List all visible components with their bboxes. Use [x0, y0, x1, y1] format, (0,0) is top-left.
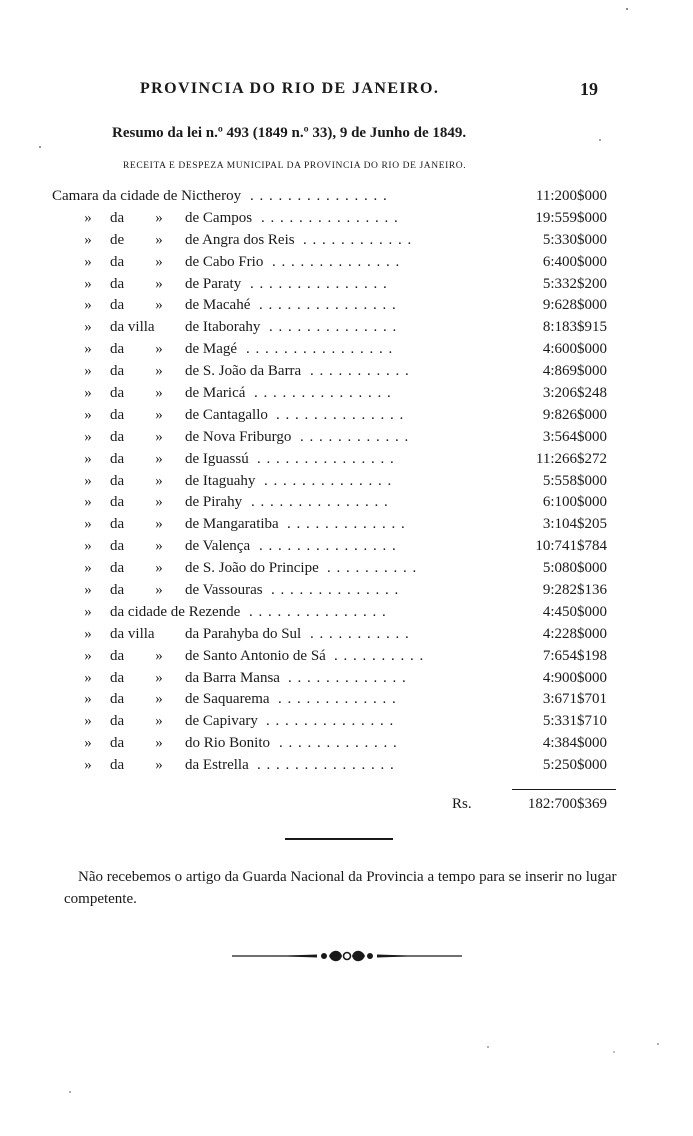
row-place: de Cabo Frio [185, 253, 264, 270]
row-place: de Iguassú [185, 450, 249, 467]
row-article: da [110, 472, 125, 489]
leader-dots: . . . . . . . . . . . . . . [269, 319, 397, 336]
leader-dots: . . . . . . . . . . . . . . . [254, 385, 391, 402]
leader-dots: . . . . . . . . . . . . . . . [259, 538, 396, 555]
row-article: da [110, 385, 125, 402]
leader-dots: . . . . . . . . . . . . . . . . [246, 341, 393, 358]
total-label: Rs. [452, 796, 472, 812]
ditto-mark: » [155, 406, 163, 423]
row-amount: 7:654$198 [542, 647, 607, 664]
row-amount: 3:671$701 [542, 691, 607, 708]
row-article: da [110, 735, 125, 752]
row-amount: 3:564$000 [542, 428, 607, 445]
ditto-marker: » [84, 297, 92, 314]
leader-dots: . . . . . . . . . . . . . . [271, 582, 399, 599]
row-amount: 5:080$000 [542, 560, 607, 577]
leader-dots: . . . . . . . . . . . [310, 363, 409, 380]
row-place: de Vassouras [185, 582, 263, 599]
row-amount: 4:228$000 [542, 625, 607, 642]
row-amount: 9:628$000 [542, 297, 607, 314]
leader-dots: . . . . . . . . . . . . . . [266, 713, 394, 730]
leader-dots: . . . . . . . . . . . . . [288, 669, 406, 686]
leader-dots: . . . . . . . . . . . . . [287, 516, 405, 533]
row-place: de Saquarema [185, 691, 270, 708]
row-place: de S. João do Principe [185, 560, 319, 577]
row-article: da [110, 341, 125, 358]
ditto-mark: » [155, 713, 163, 730]
ditto-marker: » [84, 341, 92, 358]
row-article: da [110, 406, 125, 423]
row-article: da villa [110, 319, 155, 336]
row-amount: 4:450$000 [542, 603, 607, 620]
ditto-mark: » [155, 450, 163, 467]
row-place: de S. João da Barra [185, 363, 302, 380]
ditto-mark: » [155, 647, 163, 664]
ditto-marker: » [84, 472, 92, 489]
row-article: da [110, 363, 125, 380]
row-article: da [110, 275, 125, 292]
row-place: de Itaborahy [185, 319, 261, 336]
ditto-marker: » [84, 582, 92, 599]
law-summary-title: Resumo da lei n.º 493 (1849 n.º 33), 9 de Junho de 1849. [112, 125, 467, 141]
row-place: de Maricá [185, 385, 246, 402]
ditto-marker: » [84, 450, 92, 467]
row-article: de [110, 231, 125, 248]
ditto-marker: » [84, 494, 92, 511]
row-amount: 5:250$000 [542, 757, 607, 774]
ditto-mark: » [155, 275, 163, 292]
row-amount: 5:330$000 [542, 231, 607, 248]
ditto-mark: » [155, 516, 163, 533]
row-place: da Estrella [185, 757, 249, 774]
leader-dots: . . . . . . . . . . . . . . [272, 253, 400, 270]
row-amount: 19:559$000 [535, 209, 607, 226]
ditto-mark: » [155, 494, 163, 511]
row-amount: 5:332$200 [542, 275, 607, 292]
ditto-marker: » [84, 253, 92, 270]
leader-dots: . . . . . . . . . . . . [300, 428, 409, 445]
leader-dots: . . . . . . . . . . . . . . . [261, 209, 398, 226]
ditto-mark: » [155, 363, 163, 380]
row-amount: 9:282$136 [542, 582, 607, 599]
row-amount: 4:900$000 [542, 669, 607, 686]
ditto-marker: » [84, 231, 92, 248]
ditto-mark: » [155, 209, 163, 226]
row-article: da [110, 450, 125, 467]
row-article: da cidade de Rezende [110, 603, 241, 620]
ditto-marker: » [84, 516, 92, 533]
row-amount: 5:331$710 [542, 713, 607, 730]
row-place: de Valença [185, 538, 251, 555]
leader-dots: . . . . . . . . . . . . . . . [251, 494, 388, 511]
row-article: da [110, 297, 125, 314]
table-heading: RECEITA E DESPEZA MUNICIPAL DA PROVINCIA DO RIO DE JANEIRO. [123, 161, 467, 171]
row-place: de Santo Antonio de Sá [185, 647, 326, 664]
ditto-mark: » [155, 735, 163, 752]
ditto-marker: » [84, 603, 92, 620]
row-article: da [110, 428, 125, 445]
page-header-title: PROVINCIA DO RIO DE JANEIRO. [140, 80, 440, 97]
total-amount: 182:700$369 [527, 796, 607, 812]
ditto-mark: » [155, 538, 163, 555]
row-place: de Magé [185, 341, 238, 358]
row-article: da [110, 691, 125, 708]
row-article: da [110, 713, 125, 730]
ditto-marker: » [84, 385, 92, 402]
leader-dots: . . . . . . . . . . . . . [278, 691, 396, 708]
leader-dots: . . . . . . . . . . . [310, 625, 409, 642]
ditto-mark: » [155, 297, 163, 314]
ditto-mark: » [155, 582, 163, 599]
leader-dots: . . . . . . . . . . . . . . . [250, 275, 387, 292]
leader-dots: . . . . . . . . . . [327, 560, 417, 577]
row-amount: 11:200$000 [535, 188, 607, 204]
row-place: de Mangaratiba [185, 516, 279, 533]
ditto-marker: » [84, 757, 92, 774]
row-amount: 4:600$000 [542, 341, 607, 358]
leader-dots: . . . . . . . . . . . . . [279, 735, 397, 752]
row-amount: 4:869$000 [542, 363, 607, 380]
footnote-text: Não recebemos o artigo da Guarda Nacional da Provincia a tempo para se inserir no lugar competente. [64, 869, 617, 907]
leader-dots: . . . . . . . . . . . . . . [276, 406, 404, 423]
row-article: da [110, 647, 125, 664]
row-place: da Parahyba do Sul [185, 625, 302, 642]
ditto-marker: » [84, 428, 92, 445]
ditto-marker: » [84, 560, 92, 577]
row-place: da Barra Mansa [185, 669, 280, 686]
row-lead: Camara da cidade de Nictheroy [52, 188, 242, 204]
row-place: de Capivary [185, 713, 258, 730]
leader-dots: . . . . . . . . . . . . [303, 231, 412, 248]
page-number: 19 [580, 79, 598, 99]
ditto-marker: » [84, 406, 92, 423]
row-amount: 8:183$915 [542, 319, 607, 336]
row-article: da [110, 209, 125, 226]
ditto-marker: » [84, 209, 92, 226]
ditto-mark: » [155, 560, 163, 577]
row-amount: 9:826$000 [542, 406, 607, 423]
row-place: de Itaguahy [185, 472, 256, 489]
row-article: da [110, 560, 125, 577]
ditto-marker: » [84, 735, 92, 752]
row-place: de Macahé [185, 297, 251, 314]
row-place: de Paraty [185, 275, 242, 292]
ditto-mark: » [155, 691, 163, 708]
row-article: da [110, 582, 125, 599]
ditto-mark: » [155, 669, 163, 686]
row-amount: 10:741$784 [535, 538, 607, 555]
row-place: de Pirahy [185, 494, 243, 511]
row-article: da [110, 538, 125, 555]
ditto-mark: » [155, 385, 163, 402]
ditto-marker: » [84, 691, 92, 708]
row-amount: 6:400$000 [542, 253, 607, 270]
ditto-mark: » [155, 472, 163, 489]
row-article: da [110, 494, 125, 511]
ditto-marker: » [84, 625, 92, 642]
ditto-marker: » [84, 275, 92, 292]
leader-dots: . . . . . . . . . . . . . . . [250, 188, 387, 204]
ditto-marker: » [84, 363, 92, 380]
row-article: da [110, 669, 125, 686]
ditto-mark: » [155, 341, 163, 358]
ditto-mark: » [155, 231, 163, 248]
row-place: de Nova Friburgo [185, 428, 292, 445]
ditto-marker: » [84, 669, 92, 686]
leader-dots: . . . . . . . . . . . . . . . [259, 297, 396, 314]
leader-dots: . . . . . . . . . . . . . . . [257, 757, 394, 774]
row-place: do Rio Bonito [185, 735, 271, 752]
ditto-marker: » [84, 713, 92, 730]
leader-dots: . . . . . . . . . . . . . . . [257, 450, 394, 467]
row-article: da [110, 516, 125, 533]
ditto-marker: » [84, 647, 92, 664]
row-amount: 5:558$000 [542, 472, 607, 489]
row-article: da [110, 253, 125, 270]
ditto-marker: » [84, 538, 92, 555]
row-amount: 6:100$000 [542, 494, 607, 511]
row-place: de Angra dos Reis [185, 231, 295, 248]
leader-dots: . . . . . . . . . . . . . . . [249, 603, 386, 620]
row-amount: 3:206$248 [542, 385, 607, 402]
row-amount: 11:266$272 [535, 450, 607, 467]
row-article: da [110, 757, 125, 774]
row-amount: 4:384$000 [542, 735, 607, 752]
row-place: de Campos [185, 209, 253, 226]
ditto-mark: » [155, 253, 163, 270]
leader-dots: . . . . . . . . . . . . . . [264, 472, 392, 489]
ditto-mark: » [155, 757, 163, 774]
row-place: de Cantagallo [185, 406, 268, 423]
ditto-mark: » [155, 428, 163, 445]
ditto-marker: » [84, 319, 92, 336]
row-amount: 3:104$205 [542, 516, 607, 533]
leader-dots: . . . . . . . . . . [334, 647, 424, 664]
row-article: da villa [110, 625, 155, 642]
